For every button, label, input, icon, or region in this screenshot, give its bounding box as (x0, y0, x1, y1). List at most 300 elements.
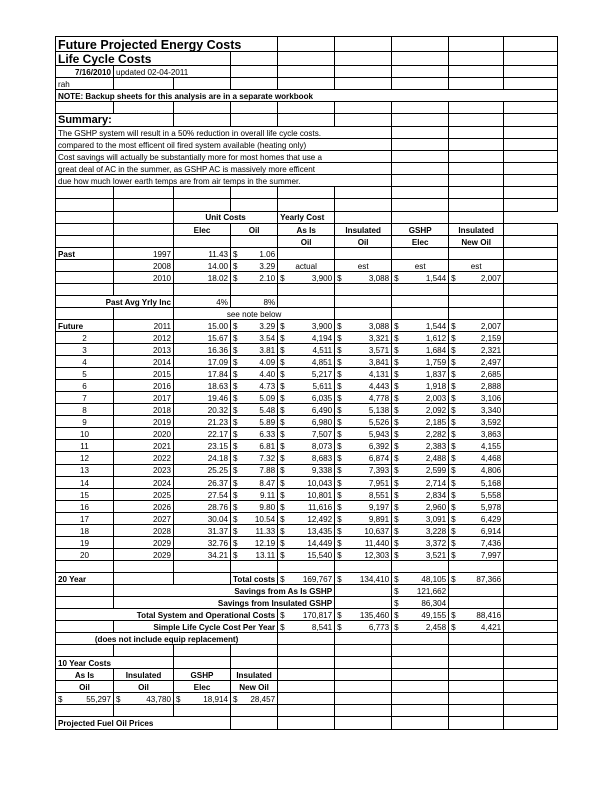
currency-sign: $ (451, 538, 456, 548)
simple-new-oil (449, 621, 504, 633)
amount: 49,155 (421, 611, 447, 621)
currency-sign: $ (394, 574, 399, 584)
table-row (56, 90, 558, 102)
as-is-cell (278, 428, 335, 440)
amount: 6,035 (311, 394, 333, 404)
cell (449, 163, 504, 175)
cell (504, 440, 558, 452)
amount: 5,943 (368, 430, 390, 440)
table-row (56, 609, 558, 621)
new-oil-cell (449, 548, 504, 560)
cell (278, 645, 335, 657)
value-cell (278, 271, 335, 283)
total-as-is (278, 572, 335, 584)
currency-sign: $ (451, 333, 456, 343)
cell (504, 114, 558, 127)
currency-sign: $ (280, 454, 285, 464)
cell (335, 52, 392, 66)
currency-sign: $ (337, 454, 342, 464)
page-subtitle: Life Cycle Costs (56, 52, 231, 66)
currency-sign: $ (337, 370, 342, 380)
as-is-cell (278, 536, 335, 548)
currency-sign: $ (451, 382, 456, 392)
savings-insulated (392, 597, 449, 609)
cell (504, 548, 558, 560)
amount: 7,507 (311, 430, 333, 440)
date: 7/16/2010 (56, 66, 114, 78)
gshp-cell (392, 440, 449, 452)
currency-sign: $ (233, 430, 238, 440)
amount: 6,914 (480, 526, 502, 536)
as-is-cell (278, 464, 335, 476)
oil-cell (231, 319, 278, 331)
insulated-cell (335, 331, 392, 343)
ten-new-oil (231, 693, 278, 705)
new-oil-cell (449, 368, 504, 380)
cell (335, 78, 392, 90)
amount: 8,683 (311, 454, 333, 464)
cell (449, 693, 504, 705)
cell (504, 705, 558, 717)
cell (504, 404, 558, 416)
year-index: 11 (56, 440, 114, 452)
amount: 3,900 (311, 273, 333, 283)
elec-cell: 11.43 (174, 247, 231, 259)
currency-sign: $ (337, 550, 342, 560)
cell (278, 669, 335, 681)
amount: 11,440 (365, 538, 390, 548)
cell (114, 705, 174, 717)
sys-as-is (278, 609, 335, 621)
value-cell (392, 247, 449, 259)
currency-sign: $ (394, 586, 399, 596)
currency-sign: $ (451, 514, 456, 524)
currency-sign: $ (233, 249, 238, 259)
amount: 5,558 (480, 490, 502, 500)
cell (504, 37, 558, 52)
cell (335, 211, 392, 223)
currency-sign: $ (280, 550, 285, 560)
ten-col-insulated-new: Insulated (231, 669, 278, 681)
cell (56, 307, 114, 319)
cell (56, 223, 114, 235)
currency-sign: $ (280, 538, 285, 548)
cell (392, 295, 449, 307)
cell (56, 199, 114, 211)
as-is-cell (278, 476, 335, 488)
currency-sign: $ (451, 406, 456, 416)
amount: 2,003 (425, 394, 447, 404)
table-row (56, 428, 558, 440)
cell (231, 645, 278, 657)
amount: 2,007 (480, 273, 502, 283)
amount: 1,612 (425, 333, 447, 343)
amount: 86,304 (421, 598, 447, 608)
oil-cell (231, 416, 278, 428)
cell (449, 37, 504, 52)
year-cell: 2029 (114, 536, 174, 548)
spreadsheet (55, 36, 558, 730)
cell (392, 199, 449, 211)
elec-cell: 30.04 (174, 512, 231, 524)
table-row (56, 560, 558, 572)
value-cell (335, 271, 392, 283)
new-oil-cell (449, 536, 504, 548)
cell (231, 78, 278, 90)
value-cell: est (392, 259, 449, 271)
table-row (56, 476, 558, 488)
table-row (56, 452, 558, 464)
as-is-cell (278, 524, 335, 536)
amount: 2,685 (480, 370, 502, 380)
cell (392, 114, 449, 127)
currency-sign: $ (280, 418, 285, 428)
currency-sign: $ (280, 502, 285, 512)
cell (504, 78, 558, 90)
table-row (56, 681, 558, 693)
table-row (56, 416, 558, 428)
cell (335, 283, 392, 295)
currency-sign: $ (280, 514, 285, 524)
col-as-is: As Is (278, 223, 335, 235)
col-oil-sub: Oil (335, 235, 392, 247)
oil-cell (231, 344, 278, 356)
cell (231, 52, 278, 66)
new-oil-cell (449, 524, 504, 536)
total-gshp (392, 572, 449, 584)
amount: 6,392 (368, 442, 390, 452)
currency-sign: $ (337, 538, 342, 548)
as-is-cell (278, 440, 335, 452)
currency-sign: $ (394, 502, 399, 512)
table-row (56, 114, 558, 127)
cell (504, 344, 558, 356)
cell (174, 572, 231, 584)
currency-sign: $ (394, 466, 399, 476)
avg-oil: 8% (231, 295, 278, 307)
oil-cell (231, 392, 278, 404)
table-row (56, 187, 558, 199)
amount: 7.32 (259, 454, 276, 464)
ten-sub-oil: Oil (114, 681, 174, 693)
insulated-cell (335, 392, 392, 404)
table-row (56, 102, 558, 114)
amount: 6,874 (368, 454, 390, 464)
insulated-cell (335, 344, 392, 356)
amount: 9,338 (311, 466, 333, 476)
year-index: 6 (56, 380, 114, 392)
cell (449, 139, 504, 151)
cell (504, 307, 558, 319)
table-row (56, 235, 558, 247)
simple-cost-label: Simple Life Cycle Cost Per Year (114, 621, 278, 633)
cost-table (55, 36, 558, 730)
gshp-cell (392, 548, 449, 560)
cell (231, 199, 278, 211)
cell (335, 102, 392, 114)
cell (114, 235, 174, 247)
amount: 135,460 (359, 611, 390, 621)
year-index: 14 (56, 476, 114, 488)
ten-col-gshp: GSHP (174, 669, 231, 681)
cell (504, 151, 558, 163)
cell (278, 114, 335, 127)
cell (231, 235, 278, 247)
currency-sign: $ (394, 345, 399, 355)
cell (504, 199, 558, 211)
cell (504, 572, 558, 584)
elec-cell: 32.76 (174, 536, 231, 548)
amount: 2,497 (480, 358, 502, 368)
oil-cell (231, 476, 278, 488)
cell (56, 645, 114, 657)
currency-sign: $ (394, 454, 399, 464)
cell (114, 187, 174, 199)
insulated-cell (335, 428, 392, 440)
table-row (56, 597, 558, 609)
cell (504, 717, 558, 729)
elec-cell: 19.46 (174, 392, 231, 404)
amount: 28,457 (250, 695, 276, 705)
currency-sign: $ (451, 418, 456, 428)
currency-sign: $ (280, 430, 285, 440)
year-index: 19 (56, 536, 114, 548)
elec-cell: 15.67 (174, 331, 231, 343)
cell (278, 693, 335, 705)
table-row (56, 392, 558, 404)
insulated-cell (335, 488, 392, 500)
table-row (56, 307, 558, 319)
amount: 2,714 (425, 478, 447, 488)
table-row (56, 645, 558, 657)
year-cell: 2010 (114, 271, 174, 283)
gshp-cell (392, 428, 449, 440)
year-index: 13 (56, 464, 114, 476)
page-title: Future Projected Energy Costs (56, 37, 278, 52)
cell (504, 271, 558, 283)
cell (449, 66, 504, 78)
cell (392, 37, 449, 52)
currency-sign: $ (280, 358, 285, 368)
amount: 4,421 (480, 623, 502, 633)
cell (392, 681, 449, 693)
currency-sign: $ (233, 502, 238, 512)
cell (392, 705, 449, 717)
amount: 3.81 (259, 345, 276, 355)
table-row (56, 380, 558, 392)
table-row (56, 500, 558, 512)
cell (449, 175, 504, 187)
avg-elec: 4% (174, 295, 231, 307)
year-cell: 2020 (114, 428, 174, 440)
value-cell: actual (278, 259, 335, 271)
amount: 2,960 (425, 502, 447, 512)
cell (335, 560, 392, 572)
cell (504, 524, 558, 536)
cell (504, 235, 558, 247)
currency-sign: $ (280, 406, 285, 416)
new-oil-cell (449, 452, 504, 464)
amount: 1,544 (425, 321, 447, 331)
elec-cell: 14.00 (174, 259, 231, 271)
currency-sign: $ (280, 442, 285, 452)
cell (392, 127, 449, 139)
new-oil-cell (449, 319, 504, 331)
cell (174, 645, 231, 657)
amount: 3,106 (480, 394, 502, 404)
cell (504, 597, 558, 609)
cell (114, 78, 174, 90)
currency-sign: $ (233, 538, 238, 548)
cell (504, 428, 558, 440)
amount: 121,662 (416, 586, 447, 596)
currency-sign: $ (280, 611, 285, 621)
year-index: 5 (56, 368, 114, 380)
currency-sign: $ (280, 490, 285, 500)
amount: 1,759 (425, 358, 447, 368)
currency-sign: $ (233, 358, 238, 368)
author: rah (56, 78, 114, 90)
amount: 88,416 (476, 611, 502, 621)
amount: 3.54 (259, 333, 276, 343)
cell (114, 560, 174, 572)
amount: 1,684 (425, 345, 447, 355)
cell (231, 705, 278, 717)
oil-cell (231, 380, 278, 392)
insulated-cell (335, 536, 392, 548)
currency-sign: $ (451, 550, 456, 560)
currency-sign: $ (337, 358, 342, 368)
amount: 2,383 (425, 442, 447, 452)
amount: 6,490 (311, 406, 333, 416)
new-oil-cell (449, 488, 504, 500)
cell (392, 307, 449, 319)
cell (335, 199, 392, 211)
amount: 8,073 (311, 442, 333, 452)
amount: 3,900 (311, 321, 333, 331)
table-row (56, 488, 558, 500)
cell (114, 572, 174, 584)
year-index: 18 (56, 524, 114, 536)
cell (231, 102, 278, 114)
cell (392, 645, 449, 657)
simple-as-is (278, 621, 335, 633)
sys-insulated (335, 609, 392, 621)
col-elec-sub: Elec (392, 235, 449, 247)
amount: 6,429 (480, 514, 502, 524)
value-cell (449, 271, 504, 283)
amount: 4,131 (368, 370, 390, 380)
as-is-cell (278, 500, 335, 512)
gshp-cell (392, 512, 449, 524)
cell (504, 223, 558, 235)
currency-sign: $ (233, 394, 238, 404)
insulated-cell (335, 524, 392, 536)
cell (504, 259, 558, 271)
year-cell: 2014 (114, 356, 174, 368)
oil-cell (231, 271, 278, 283)
amount: 5,138 (368, 406, 390, 416)
cell (335, 657, 392, 669)
currency-sign: $ (451, 394, 456, 404)
table-row (56, 705, 558, 717)
cell (278, 199, 335, 211)
new-oil-cell (449, 464, 504, 476)
cell (335, 584, 392, 596)
currency-sign: $ (233, 261, 238, 271)
savings-as-is (392, 584, 449, 596)
currency-sign: $ (451, 358, 456, 368)
year-cell: 2027 (114, 512, 174, 524)
cell (392, 669, 449, 681)
currency-sign: $ (394, 406, 399, 416)
cell (231, 66, 278, 78)
summary-line: Cost savings will actually be substantially more for most homes that use a (56, 151, 392, 163)
table-row (56, 621, 558, 633)
elec-cell: 28.76 (174, 500, 231, 512)
year-cell: 2026 (114, 500, 174, 512)
amount: 2,321 (480, 345, 502, 355)
col-new-oil-sub: New Oil (449, 235, 504, 247)
twenty-year-label: 20 Year (56, 572, 114, 584)
cell (114, 283, 174, 295)
table-row (56, 139, 558, 151)
cell (278, 560, 335, 572)
year-index: 9 (56, 416, 114, 428)
amount: 4.73 (259, 382, 276, 392)
cell (449, 633, 504, 645)
currency-sign: $ (451, 490, 456, 500)
amount: 8,551 (368, 490, 390, 500)
oil-cell (231, 356, 278, 368)
insulated-cell (335, 512, 392, 524)
amount: 12,492 (307, 514, 333, 524)
amount: 2,159 (480, 333, 502, 343)
cell (278, 633, 335, 645)
currency-sign: $ (394, 273, 399, 283)
cell (504, 560, 558, 572)
currency-sign: $ (280, 382, 285, 392)
amount: 4,468 (480, 454, 502, 464)
elec-cell: 17.84 (174, 368, 231, 380)
cell (504, 319, 558, 331)
amount: 3,841 (368, 358, 390, 368)
new-oil-cell (449, 428, 504, 440)
currency-sign: $ (337, 514, 342, 524)
oil-cell (231, 548, 278, 560)
currency-sign: $ (394, 394, 399, 404)
insulated-cell (335, 500, 392, 512)
insulated-cell (335, 380, 392, 392)
amount: 6.33 (259, 430, 276, 440)
currency-sign: $ (394, 333, 399, 343)
cell (449, 584, 504, 596)
new-oil-cell (449, 404, 504, 416)
amount: 13,435 (307, 526, 333, 536)
cell (449, 283, 504, 295)
future-label: Future (56, 319, 114, 331)
backup-note: NOTE: Backup sheets for this analysis are in a separate workbook (56, 90, 558, 102)
table-row (56, 584, 558, 596)
cell (504, 476, 558, 488)
cell (449, 114, 504, 127)
oil-cell (231, 247, 278, 259)
ten-as-is (56, 693, 114, 705)
year-index: 4 (56, 356, 114, 368)
currency-sign: $ (280, 623, 285, 633)
currency-sign: $ (337, 418, 342, 428)
currency-sign: $ (337, 430, 342, 440)
